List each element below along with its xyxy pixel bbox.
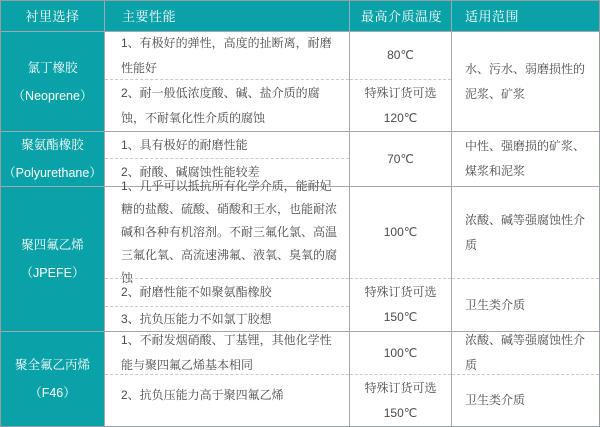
performance-text: 2、耐一般低浓度酸、碱、盐介质的腐蚀，不耐氧化性介质的腐蚀 (121, 85, 320, 125)
temperature-cell-ptfe (349, 186, 451, 331)
performance-cell-ptfe (104, 179, 349, 331)
material-name-zh: 聚全氟乙丙烯 (14, 358, 90, 372)
temperature-text: 100℃ (383, 225, 418, 239)
temperature-item (350, 132, 451, 186)
temperature-text: 特殊订货可选 (364, 85, 437, 100)
range-item (452, 187, 599, 278)
column-header-lining (1, 1, 104, 31)
temperature-text: 80℃ (387, 48, 414, 62)
performance-text: 1、不耐发烟硝酸、丁基锂，其他化学性能与聚四氟乙烯基本相同 (121, 333, 332, 372)
range-item (452, 32, 599, 131)
range-text: 中性、强磨损的矿浆、煤浆和泥浆 (465, 139, 586, 178)
temperature-item (350, 374, 451, 426)
material-name-zh: 聚四氟乙烯 (21, 238, 84, 252)
performance-text: 2、抗负压能力高于聚四氟乙烯 (121, 388, 284, 402)
material-cell-f46 (1, 331, 104, 426)
range-item (452, 278, 599, 331)
performance-item (105, 179, 349, 285)
material-name-zh: 聚氨酯橡胶 (21, 138, 84, 152)
performance-text: 1、几乎可以抵抗所有化学介质，能耐妃糖的盐酸、硫酸、硝酸和王水，也能耐浓碱和各种有机溶剂。不耐三氟化氯、高温三氟化氧、高流速沸氟、液氧、臭氧的腐蚀 (121, 179, 338, 285)
temperature-item (350, 32, 451, 79)
temperature-text: 150℃ (383, 310, 418, 324)
temperature-cell-polyurethane (349, 131, 451, 186)
temperature-item (350, 332, 451, 374)
range-cell-polyurethane (451, 131, 599, 186)
range-text: 浓酸、碱等强腐蚀性介质 (465, 212, 586, 252)
performance-item (105, 278, 349, 306)
range-text: 卫生类介质 (465, 393, 526, 407)
material-name-en: （Polyurethane） (3, 166, 102, 180)
column-header-application-range (451, 1, 599, 31)
temperature-item (350, 278, 451, 331)
temperature-item (350, 187, 451, 278)
material-name-en: （Neoprene） (12, 88, 93, 103)
range-cell-ptfe (451, 186, 599, 331)
performance-text: 2、耐酸、碱腐蚀性能较差 (121, 165, 260, 179)
column-header-label: 主要性能 (122, 8, 177, 24)
performance-item (105, 374, 349, 426)
performance-item (105, 132, 349, 158)
temperature-text: 100℃ (383, 345, 418, 360)
temperature-text: 120℃ (383, 110, 418, 125)
material-name-en: （JPEFE） (20, 266, 85, 280)
temperature-cell-neoprene (349, 31, 451, 131)
temperature-text: 特殊订货可选 (364, 380, 437, 395)
performance-text: 2、耐磨性能不如聚氨酯橡胶 (121, 285, 272, 299)
range-item (452, 332, 599, 374)
material-cell-ptfe (1, 186, 104, 331)
material-name-en: （F46） (29, 386, 76, 400)
material-cell-polyurethane (1, 131, 104, 186)
column-header-label: 衬里选择 (25, 8, 80, 24)
range-text: 浓酸、碱等强腐蚀性介质 (465, 333, 586, 372)
performance-item (105, 32, 349, 79)
performance-text: 3、抗负压能力不如氯丁胶想 (121, 311, 272, 326)
temperature-text: 70℃ (387, 151, 414, 166)
performance-text: 1、有极好的弹性，高度的扯断离，耐磨性能好 (121, 35, 332, 75)
range-item (452, 374, 599, 426)
range-cell-f46 (451, 331, 599, 426)
range-item (452, 132, 599, 186)
performance-cell-neoprene (104, 31, 349, 131)
column-header-label: 最高介质温度 (361, 8, 443, 24)
material-name-zh: 氯丁橡胶 (27, 60, 78, 75)
performance-text: 1、具有极好的耐磨性能 (121, 137, 248, 152)
column-header-performance (104, 1, 349, 31)
temperature-cell-f46 (349, 331, 451, 426)
temperature-item (350, 79, 451, 131)
range-text: 卫生类介质 (465, 297, 526, 312)
material-cell-neoprene (1, 31, 104, 131)
column-header-max-temperature (349, 1, 451, 31)
performance-item (105, 79, 349, 131)
performance-cell-f46 (104, 331, 349, 426)
temperature-text: 150℃ (383, 405, 418, 420)
column-header-label: 适用范围 (465, 8, 520, 24)
range-text: 水、污水、弱磨损性的泥浆、矿浆 (465, 61, 586, 101)
performance-item (105, 332, 349, 374)
range-cell-neoprene (451, 31, 599, 131)
temperature-text: 特殊订货可选 (364, 285, 437, 299)
